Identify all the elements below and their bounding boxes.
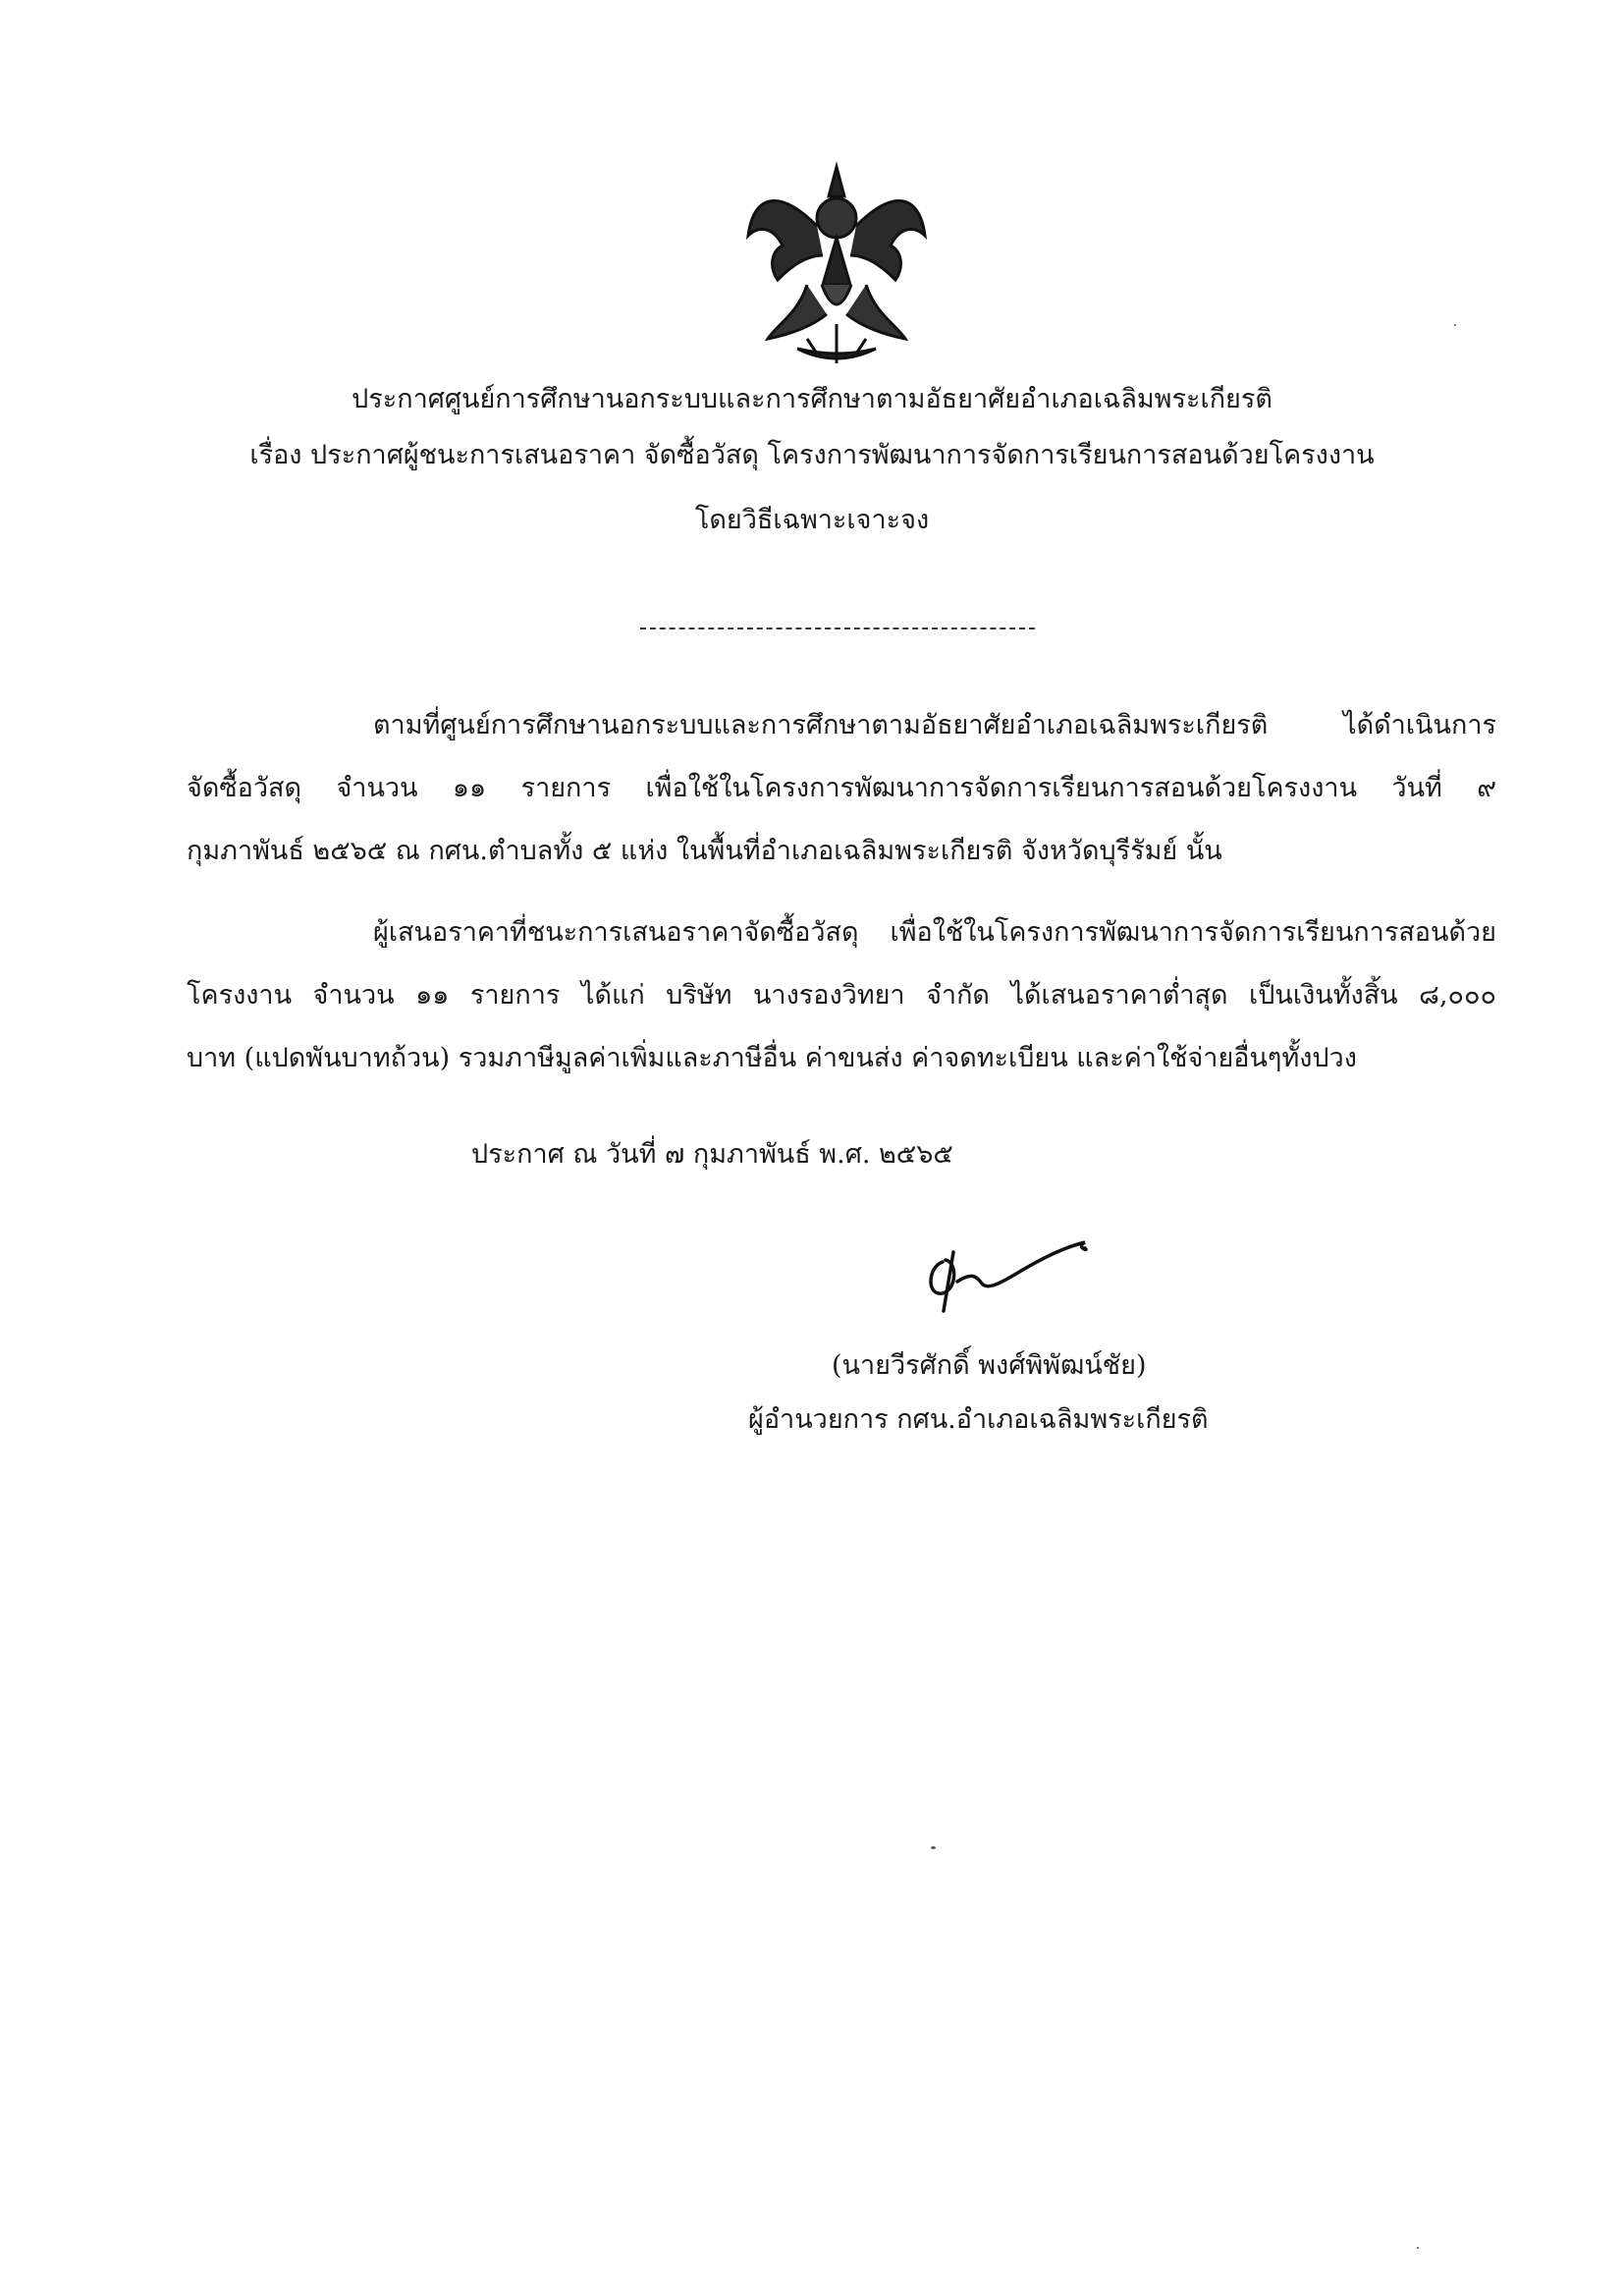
paragraph-2-line-2: โครงงาน จำนวน ๑๑ รายการ ได้แก่ บริษัท นางรองวิทยา จำกัด ได้เสนอราคาต่ำสุด เป็นเงินทั้งสิ้น ๘,๐๐๐ [187, 980, 1496, 1011]
document-subject: เรื่อง ประกาศผู้ชนะการเสนอราคา จัดซื้อวัสดุ โครงการพัฒนาการจัดการเรียนการสอนด้วยโครงงาน [249, 440, 1375, 470]
announcement-date: ประกาศ ณ วันที่ ๗ กุมภาพันธ์ พ.ศ. ๒๕๖๕ [471, 1139, 953, 1170]
scan-speck [1454, 324, 1456, 326]
paragraph-2-line-1: ผู้เสนอราคาที่ชนะการเสนอราคาจัดซื้อวัสดุ เพื่อใช้ในโครงการพัฒนาการจัดการเรียนการสอนด้วย [373, 917, 1496, 948]
scan-speck [931, 1846, 936, 1849]
paragraph-1-line-3: กุมภาพันธ์ ๒๕๖๕ ณ กศน.ตำบลทั้ง ๕ แห่ง ในพื้นที่อำเภอเฉลิมพระเกียรติ จังหวัดบุรีรัมย์ นั้น [187, 836, 1222, 866]
garuda-emblem [738, 157, 935, 373]
signatory-name: (นายวีรศักดิ์ พงศ์พิพัฒน์ชัย) [832, 1350, 1147, 1381]
signature [918, 1223, 1095, 1321]
paragraph-1-line-2: จัดซื้อวัสดุ จำนวน ๑๑ รายการ เพื่อใช้ในโครงการพัฒนาการจัดการเรียนการสอนด้วยโครงงาน วันที่ ๙ [187, 773, 1496, 803]
divider-line [640, 628, 1035, 629]
document-title: ประกาศศูนย์การศึกษานอกระบบและการศึกษาตามอัธยาศัยอำเภอเฉลิมพระเกียรติ [352, 384, 1272, 414]
paragraph-2-line-3: บาท (แปดพันบาทถ้วน) รวมภาษีมูลค่าเพิ่มและภาษีอื่น ค่าขนส่ง ค่าจดทะเบียน และค่าใช้จ่ายอื่นๆทั้งปวง [187, 1043, 1357, 1073]
scan-speck [1417, 2247, 1419, 2249]
procurement-method: โดยวิธีเฉพาะเจาะจง [694, 505, 930, 535]
paragraph-1-line-1: ตามที่ศูนย์การศึกษานอกระบบและการศึกษาตามอัธยาศัยอำเภอเฉลิมพระเกียรติ ได้ดำเนินการ [373, 710, 1496, 740]
signatory-position: ผู้อำนวยการ กศน.อำเภอเฉลิมพระเกียรติ [748, 1404, 1209, 1435]
